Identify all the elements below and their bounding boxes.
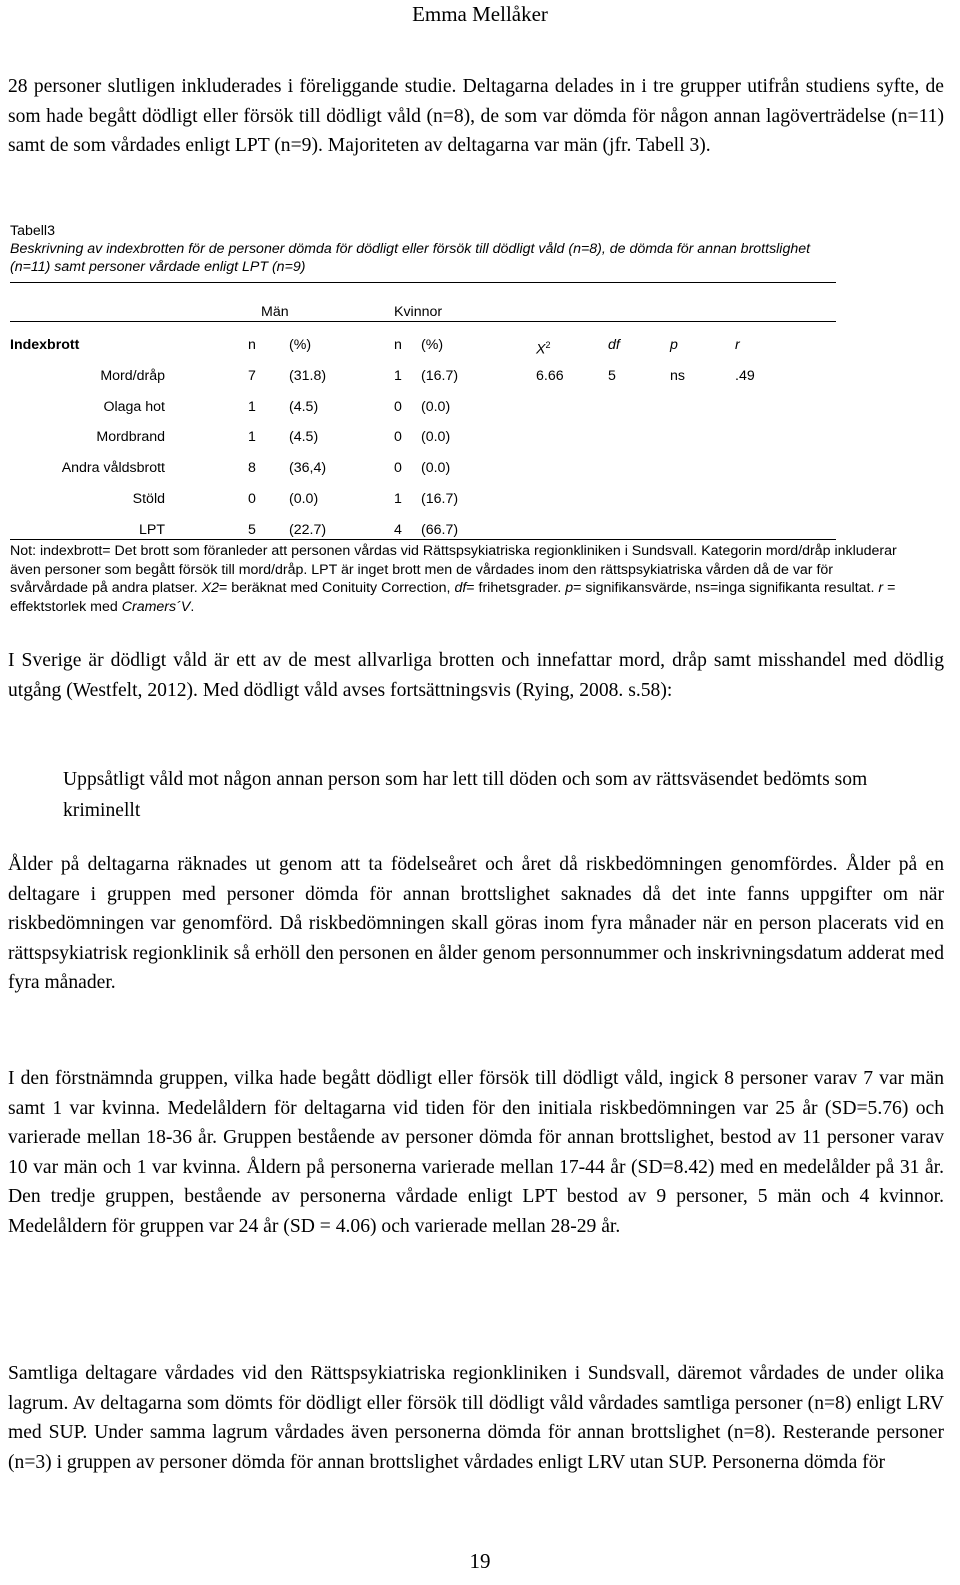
- note-r-symbol: r: [878, 580, 884, 597]
- col-header-r: r: [735, 337, 740, 353]
- table-row-label: LPT: [138, 522, 165, 538]
- table-cell-pct-men: (4.5): [289, 399, 319, 415]
- table-row-label: Mordbrand: [96, 429, 165, 445]
- table-cell-r: .49: [735, 368, 755, 384]
- note-p-text: = signifikansvärde, ns=inga signifikanta resultat.: [573, 580, 875, 597]
- page-header-author: Emma Mellåker: [412, 2, 548, 26]
- block-quote: Uppsåtligt våld mot någon annan person som har lett till döden och som av rättsväsendet bedömts som kriminellt: [63, 769, 868, 821]
- col-header-pct-women: (%): [421, 337, 444, 353]
- note-x2-text: = beräknat med Conituity Correction,: [219, 580, 451, 597]
- table-row-label: Stöld: [132, 491, 165, 507]
- table-label: Tabell3: [10, 223, 55, 239]
- col-header-pct-men: (%): [289, 337, 312, 353]
- table-cell-n-men: 0: [248, 491, 256, 507]
- col-header-indexbrott: Indexbrott: [10, 337, 80, 353]
- col-header-n-men: n: [248, 337, 256, 353]
- table-row-label: Mord/dråp: [100, 368, 165, 384]
- table-row-label: Andra våldsbrott: [61, 460, 165, 476]
- body-paragraph-2: I Sverige är dödligt våld är ett av de mest allvarliga brotten och innefattar mord, dråp samt misshandel med dödlig utgång (Westfelt, 2012). Med dödligt våld avses fortsättningsvis (Rying, 2008. s.58):: [8, 650, 944, 701]
- table-cell-pct-women: (16.7): [421, 491, 459, 507]
- body-paragraph-4: I den förstnämnda gruppen, vilka hade begått dödligt eller försök till dödligt våld, ingick 8 personer varav 7 var män samt 1 var kvinna. Medelåldern för deltagarna vid tiden för den initiala riskbedömningen var 25 år (SD=5.76) och varierade mellan 18-36 år. Gruppen bestående av personer dömda för annan brottslighet, bestod av 11 personer varav 10 var män och 1 var kvinna. Åldern på personerna varierade mellan 17-44 år (SD=8.42) med en medelålder på 31 år. Den tredje gruppen, bestående av personerna vårdade enligt LPT bestod av 9 personer, 5 män och 4 kvinnor. Medelåldern för gruppen var 24 år (SD = 4.06) och varierade mellan 28-29 år.: [8, 1068, 944, 1237]
- table-cell-n-men: 5: [248, 522, 256, 538]
- chi-square-exponent: 2: [545, 340, 551, 350]
- col-header-df: df: [608, 337, 620, 353]
- table-cell-p: ns: [670, 368, 685, 384]
- table-cell-n-women: 0: [394, 460, 402, 476]
- table-cell-pct-men: (22.7): [289, 522, 327, 538]
- table-header-rule: [10, 321, 836, 322]
- col-header-chi-square: [536, 336, 550, 359]
- table-cell-n-women: 4: [394, 522, 402, 538]
- col-header-p: p: [670, 337, 678, 353]
- note-cramers: Cramers´V: [121, 598, 191, 615]
- table-cell-n-men: 1: [248, 399, 256, 415]
- table-cell-n-men: 1: [248, 429, 256, 445]
- note-end: .: [190, 598, 195, 615]
- body-paragraph-3: Ålder på deltagarna räknades ut genom att ta födelseåret och året då riskbedömningen genomfördes. Ålder på en deltagare i gruppen med personer dömda för annan brottslighet saknades då det inte fanns uppgifter om när riskbedömningen var genomförd. Då riskbedömningen skall göras inom fyra månader när en person placerats vid en rättspsykiatrisk regionklinik så erhöll den personen en ålder genom personnummer och inskrivningsdatum adderat med fyra månader.: [8, 854, 944, 993]
- table-subtitle: Beskrivning av indexbrotten för de personer dömda för dödligt eller försök till dödligt våld (n=8), de dömda för annan brottslighet (n=11) samt personer vårdade enligt LPT (n=9): [10, 241, 811, 275]
- body-paragraph-5: Samtliga deltagare vårdades vid den Rättspsykiatriska regionkliniken i Sundsvall, däremot vårdades de under olika lagrum. Av deltagarna som dömts för dödligt eller försök till dödligt våld vårdades samtliga personer (n=8) enligt LRV med SUP. Under samma lagrum vårdades även personerna dömda för annan brottslighet (n=8). Resterande personer (n=3) i gruppen av personer dömda för annan brottslighet vårdades enligt LRV utan SUP. Personerna dömda för: [8, 1363, 944, 1473]
- table-cell-n-men: 7: [248, 368, 256, 384]
- note-r-text: = effektstorlek med: [10, 580, 896, 615]
- table-cell-pct-women: (0.0): [421, 399, 451, 415]
- table-cell-n-women: 0: [394, 399, 402, 415]
- note-x2-symbol: X2: [201, 580, 220, 597]
- table-cell-chi-square: 6.66: [536, 368, 564, 384]
- table-row-label: Olaga hot: [103, 399, 165, 415]
- table-top-rule: [10, 282, 836, 283]
- table-cell-df: 5: [608, 368, 616, 384]
- table-caption: [10, 222, 840, 276]
- table-cell-pct-women: (0.0): [421, 429, 451, 445]
- table-bottom-rule: [10, 539, 836, 540]
- table-cell-pct-women: (66.7): [421, 522, 459, 538]
- table-cell-n-women: 1: [394, 491, 402, 507]
- table-cell-pct-men: (4.5): [289, 429, 319, 445]
- table-notes: [10, 542, 910, 616]
- table-cell-pct-women: (16.7): [421, 368, 459, 384]
- intro-paragraph: 28 personer slutligen inkluderades i föreliggande studie. Deltagarna delades in i tre grupper utifrån studiens syfte, de som hade begått dödligt eller försök till dödligt våld (n=8), de som var dömda för någon annan lagöverträdelse (n=11) samt de som vårdades enligt LPT (n=9). Majoriteten av deltagarna var män (jfr. Tabell 3).: [8, 76, 944, 156]
- group-header-men: Män: [261, 304, 289, 320]
- note-df-symbol: df: [454, 580, 467, 597]
- note-df-text: = frihetsgrader.: [466, 580, 562, 597]
- note-p-symbol: p: [565, 580, 574, 597]
- table-cell-pct-men: (0.0): [289, 491, 319, 507]
- table-cell-n-women: 0: [394, 429, 402, 445]
- col-header-n-women: n: [394, 337, 402, 353]
- page-number: 19: [469, 1549, 491, 1573]
- table-note-main: Not: indexbrott= Det brott som föranleder att personen vårdas vid Rättspsykiatriska regionkliniken i Sundsvall. Kategorin mord/dråp inkluderar även personer som begått försök till mord/dråp. LPT är inget brott men de vårdades inom den rättspsykiatriska vården då de var för svårvårdade på andra platser.: [10, 543, 897, 597]
- group-header-women: Kvinnor: [394, 304, 443, 320]
- table-cell-n-men: 8: [248, 460, 256, 476]
- table-cell-pct-men: (31.8): [289, 368, 327, 384]
- table-cell-pct-men: (36,4): [289, 460, 327, 476]
- table-cell-pct-women: (0.0): [421, 460, 451, 476]
- table-cell-n-women: 1: [394, 368, 402, 384]
- chi-square-symbol: X: [536, 341, 546, 358]
